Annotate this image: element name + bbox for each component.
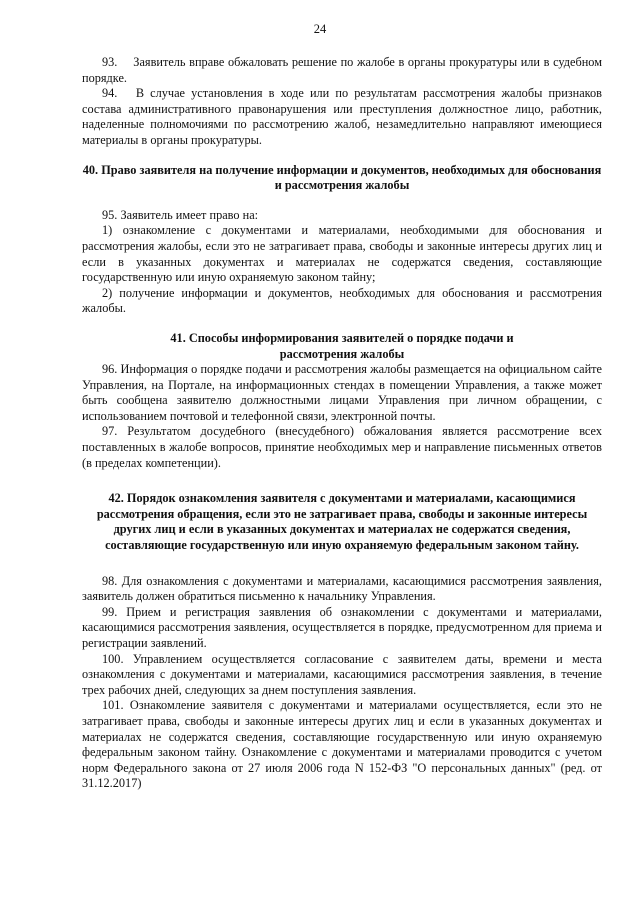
paragraph-100: 100. Управлением осуществляется согласование с заявителем даты, времени и места ознакомления с документами и материалами, касающимися рассмотрения заявления, в течение трех рабочих дней, следующих за днем поступления заявления. xyxy=(82,651,602,697)
section-heading-41: 41. Способы информирования заявителей о порядке подачи и рассмотрения жалобы xyxy=(170,330,514,361)
paragraph-101: 101. Ознакомление заявителя с документами и материалами осуществляется, если это не затрагивает права, свободы и законные интересы других лиц и если в указанных документах и материалах не содержатся сведения, составляющие государственную или иную охраняемую федеральным законом тайну. Ознакомление с документами и материалами проводится с учетом норм Федерального закона от 27 июля 2006 года N 152-ФЗ "О персональных данных" (ред. от 31.12.2017) xyxy=(82,698,602,791)
paragraph-95: 95. Заявитель имеет право на: xyxy=(102,207,259,222)
paragraph-95-item-2: 2) получение информации и документов, необходимых для обоснования и рассмотрения жалобы. xyxy=(82,285,602,316)
paragraph-97: 97. Результатом досудебного (внесудебного) обжалования является рассмотрение всех поставленных в жалобе вопросов, принятие необходимых мер и направление письменных ответов (в пределах компетенции). xyxy=(82,424,602,470)
paragraph-94: 94. В случае установления в ходе или по результатам рассмотрения жалобы признаков состава административного правонарушения или преступления должностное лицо, работник, наделенные полномочиями по рассмотрению жалоб, незамедлительно направляют имеющиеся материалы в органы прокуратуры. xyxy=(82,86,602,147)
section-heading-40: 40. Право заявителя на получение информации и документов, необходимых для обоснования и рассмотрения жалобы xyxy=(82,162,602,193)
paragraph-99: 99. Прием и регистрация заявления об ознакомлении с документами и материалами, касающимися рассмотрения заявления, осуществляется в порядке, предусмотренном для приема и регистрации заявлений. xyxy=(82,604,602,650)
paragraph-95-item-1: 1) ознакомление с документами и материалами, необходимыми для обоснования и рассмотрения жалобы, если это не затрагивает права, свободы и законные интересы других лиц и если в указанных документах и материалах не содержатся сведения, составляющие государственную или иную охраняемую законом тайну; xyxy=(82,223,602,285)
page-number: 24 xyxy=(313,22,327,36)
section-heading-42: 42. Порядок ознакомления заявителя с документами и материалами, касающимися рассмотрения обращения, если это не затрагивает права, свободы и законные интересы других лиц и если в указанных документах и материалах не содержатся сведения, составляющие государственную или иную охраняемую федеральным законом тайну. xyxy=(96,491,588,553)
paragraph-96: 96. Информация о порядке подачи и рассмотрения жалобы размещается на официальном сайте Управления, на Портале, на информационных стендах в помещении Управления, а также может быть сообщена заявителю должностными лицами Управления при личном обращении, с использованием почтовой и телефонной связи, электронной почты. xyxy=(82,362,602,423)
document-body xyxy=(82,55,602,792)
paragraph-93: 93. Заявитель вправе обжаловать решение по жалобе в органы прокуратуры или в судебном порядке. xyxy=(82,55,602,85)
paragraph-98: 98. Для ознакомления с документами и материалами, касающимися рассмотрения заявления, заявитель должен обратиться письменно к начальнику Управления. xyxy=(82,573,602,604)
